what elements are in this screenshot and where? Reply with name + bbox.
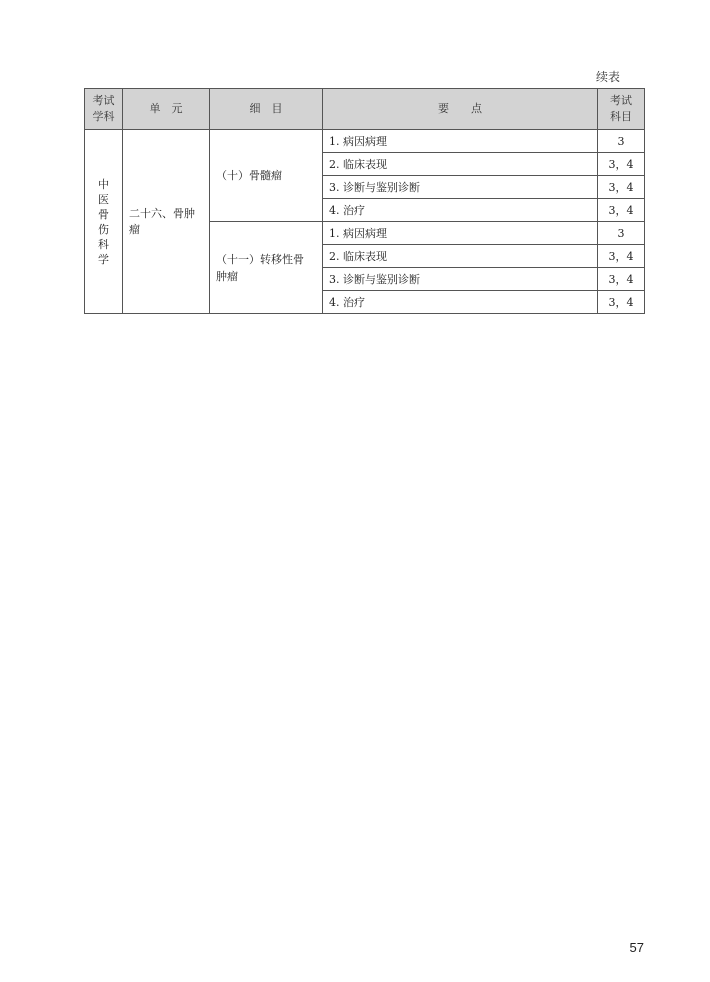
detail-cell-metastatic: （十一）转移性骨肿瘤 [210, 222, 323, 314]
level-cell: 3 [598, 130, 645, 153]
table-row [85, 130, 645, 153]
point-cell: 1. 病因病理 [323, 130, 598, 153]
level-cell: 3，4 [598, 153, 645, 176]
page-number: 57 [629, 940, 644, 955]
syllabus-table [84, 88, 645, 314]
detail-cell-myeloma: （十）骨髓瘤 [210, 130, 323, 222]
header-unit: 单 元 [123, 89, 210, 130]
point-cell: 3. 诊断与鉴别诊断 [323, 176, 598, 199]
point-cell: 2. 临床表现 [323, 153, 598, 176]
header-level: 考试 科目 [598, 89, 645, 130]
point-cell: 2. 临床表现 [323, 245, 598, 268]
header-detail: 细 目 [210, 89, 323, 130]
table-header-row [85, 89, 645, 130]
continued-table-label: 续表 [595, 70, 620, 84]
header-points: 要 点 [323, 89, 598, 130]
level-cell: 3，4 [598, 176, 645, 199]
point-cell: 4. 治疗 [323, 291, 598, 314]
point-cell: 4. 治疗 [323, 199, 598, 222]
point-cell: 1. 病因病理 [323, 222, 598, 245]
level-cell: 3，4 [598, 245, 645, 268]
level-cell: 3，4 [598, 268, 645, 291]
level-cell: 3，4 [598, 199, 645, 222]
subject-cell: 中医骨伤科学 [85, 130, 123, 314]
point-cell: 3. 诊断与鉴别诊断 [323, 268, 598, 291]
header-subject: 考试 学科 [85, 89, 123, 130]
level-cell: 3 [598, 222, 645, 245]
level-cell: 3，4 [598, 291, 645, 314]
unit-cell: 二十六、骨肿瘤 [123, 130, 210, 314]
